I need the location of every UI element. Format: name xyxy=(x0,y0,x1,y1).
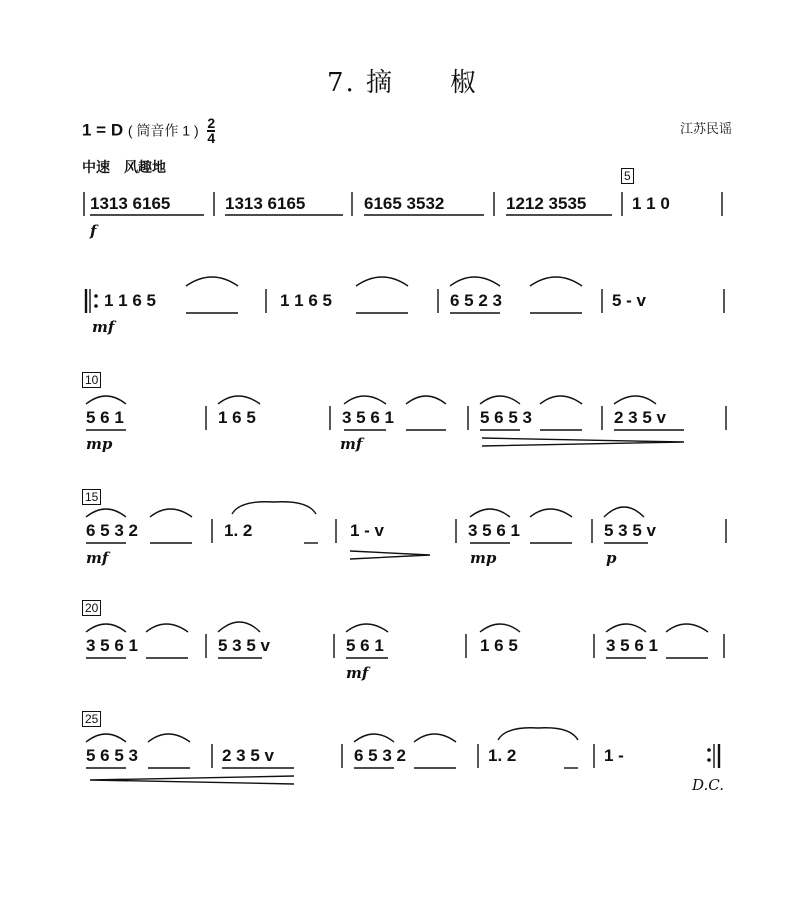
note-group: 1 - v xyxy=(350,521,385,540)
score-title: 7. 摘 椒 xyxy=(326,68,479,98)
note-group: 6165 3532 xyxy=(364,194,445,213)
note-group: 1313 6165 xyxy=(225,194,306,213)
measure-number: 15 xyxy=(82,489,101,505)
note-group: 3 5 6 1 xyxy=(86,636,138,655)
note-group: 6 5 3 2 xyxy=(86,521,138,540)
note-group: 5 - v xyxy=(612,291,647,310)
time-signature-lower: 4 xyxy=(207,130,216,146)
note-group: 5 6 5 3 xyxy=(480,408,532,427)
note-group: 1 6 5 xyxy=(218,408,256,427)
da-capo-marking: D.C. xyxy=(692,776,724,794)
note-group: 1 1 6 5 xyxy=(104,291,156,310)
dynamic-marking: mp xyxy=(470,549,497,567)
dynamic-marking: p xyxy=(606,549,617,567)
note-group: 2 3 5 v xyxy=(222,746,274,765)
dynamic-marking: mf xyxy=(346,664,369,682)
origin-label: 江苏民谣 xyxy=(680,122,733,137)
key-note: ( 筒音作 1 ) xyxy=(127,122,199,139)
measure-number: 10 xyxy=(82,372,101,388)
tempo-marking: 中速 风趣地 xyxy=(82,159,166,175)
time-signature-upper: 2 xyxy=(207,115,216,131)
note-group: 5 6 1 xyxy=(346,636,384,655)
note-group: 1 1 0 xyxy=(632,194,670,213)
dynamic-marking: mp xyxy=(86,435,113,453)
dynamic-marking: mf xyxy=(340,435,363,453)
note-group: 1 1 6 5 xyxy=(280,291,332,310)
note-group: 3 5 6 1 xyxy=(468,521,520,540)
note-group: 5 3 5 v xyxy=(218,636,270,655)
note-group: 1 6 5 xyxy=(480,636,518,655)
measure-number: 5 xyxy=(621,168,634,184)
note-group: 1. 2 xyxy=(224,521,253,540)
note-group: 1212 3535 xyxy=(506,194,587,213)
note-group: 6 5 3 2 xyxy=(354,746,406,765)
note-group: 3 5 6 1 xyxy=(606,636,658,655)
measure-number: 20 xyxy=(82,600,101,616)
dynamic-marking: f xyxy=(90,222,97,240)
note-group: 1. 2 xyxy=(488,746,517,765)
note-group: 5 6 1 xyxy=(86,408,124,427)
measure-number: 25 xyxy=(82,711,101,727)
note-group: 5 3 5 v xyxy=(604,521,656,540)
key-label: 1 = D xyxy=(82,120,124,140)
dynamic-marking: mf xyxy=(86,549,109,567)
note-group: 3 5 6 1 xyxy=(342,408,394,427)
note-group: 1313 6165 xyxy=(90,194,171,213)
note-group: 5 6 5 3 xyxy=(86,746,138,765)
dynamic-marking: mf xyxy=(92,318,115,336)
note-group: 1 - xyxy=(604,746,624,765)
note-group: 2 3 5 v xyxy=(614,408,666,427)
note-group: 6 5 2 3 xyxy=(450,291,502,310)
